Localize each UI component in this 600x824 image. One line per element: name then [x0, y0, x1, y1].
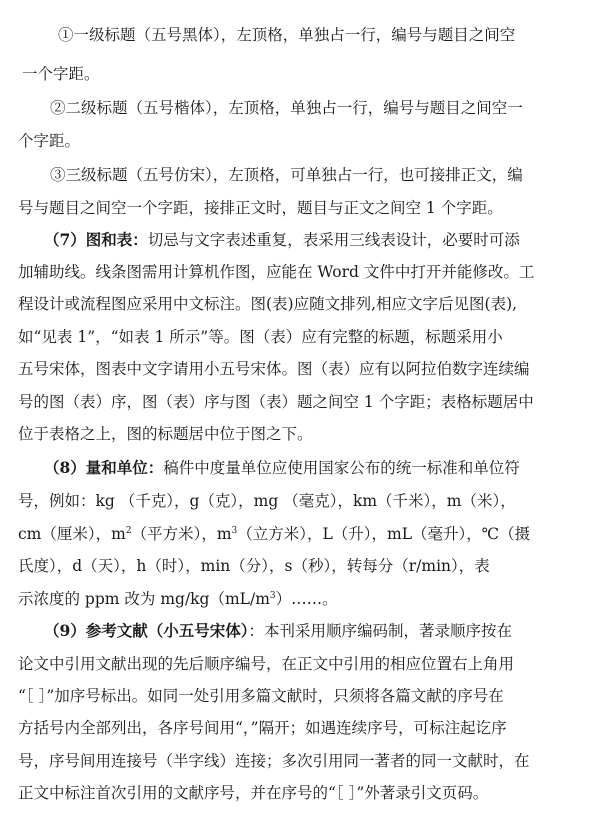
- superscript-3: 3: [231, 526, 238, 536]
- para6-line-5: 号，序号间用连接号（半字线）连接；多次引用同一著者的同一文献时，在: [18, 752, 530, 770]
- para3-line-1: ③三级标题（五号仿宋），左顶格，可单独占一行，也可接排正文，编: [50, 166, 523, 184]
- para2-line-2: 个字距。: [18, 132, 81, 150]
- para4-line-4: 如“见表 1”，“如表 1 所示”等。图（表）应有完整的标题，标题采用小: [18, 328, 503, 346]
- para6-line-3: “［ ］”加序号标出。如同一处引用多篇文献时，只须将各篇文献的序号在: [18, 687, 504, 705]
- para6-line-1: [0, 616, 600, 646]
- para5-line-3: [0, 519, 600, 549]
- para4-line-3: 程设计或流程图应采用中文标注。图(表)应随文排列,相应文字后见图(表),: [18, 295, 518, 313]
- para6-heading: （9）参考文献（小五号宋体）: [44, 621, 249, 640]
- para2-line-1: ②二级标题（五号楷体），左顶格，单独占一行，编号与题目之间空一: [50, 99, 523, 117]
- para5-line-4: 氏度），d（天），h（时），min（分），s（秒），转每分（r/min），表: [18, 557, 490, 575]
- para6-line-4: 方括号内全部列出，各序号间用“，”隔开；如遇连续序号，可标注起讫序: [18, 719, 507, 737]
- para5-line-3-b: （平方米），m: [131, 525, 232, 543]
- para4-line-1: [0, 225, 600, 255]
- para4-line-2: 加辅助线。线条图需用计算机作图，应能在 Word 文件中打开并能修改。工: [18, 263, 535, 281]
- para6-line-1-text: ：本刊采用顺序编码制，著录顺序按在: [248, 622, 513, 640]
- para5-line-5-a: 示浓度的 ppm 改为 mg/kg（mL/m: [18, 590, 270, 608]
- para5-line-2: 号，例如：kg （千克），g（克），mg （毫克），km（千米），m（米），: [18, 492, 516, 510]
- para4-heading: （7）图和表：: [44, 230, 148, 249]
- para6-line-2: 论文中引用文献出现的先后顺序编号，在正文中引用的相应位置右上角用: [18, 655, 515, 673]
- para1-line-2: 一个字距。: [22, 65, 100, 83]
- para4-line-1-text: 切忌与文字表述重复，表采用三线表设计，必要时可添: [147, 231, 520, 249]
- para5-line-1-text: 稿件中度量单位应使用国家公布的统一标准和单位符: [163, 459, 520, 477]
- para4-line-7: 位于表格之上，图的标题居中位于图之下。: [18, 425, 313, 443]
- para5-line-5: [0, 584, 600, 614]
- para4-line-6: 号的图（表）序，图（表）序与图（表）题之间空 1 个字距；表格标题居中: [18, 393, 534, 411]
- para4-line-5: 五号宋体，图表中文字请用小五号宋体。图（表）应有以阿拉伯数字连续编: [18, 360, 530, 378]
- para5-line-5-b: ）……。: [275, 590, 338, 608]
- para6-line-6: 正文中标注首次引用的文献序号，并在序号的“［ ］”外著录引文页码。: [18, 784, 489, 802]
- para5-heading: （8）量和单位：: [44, 458, 164, 477]
- para1-line-1: ①一级标题（五号黑体），左顶格，单独占一行，编号与题目之间空: [58, 26, 516, 44]
- superscript-2: 2: [125, 526, 132, 536]
- superscript-3b: 3: [269, 591, 276, 601]
- para5-line-3-a: cm（厘米），m: [18, 525, 126, 543]
- para5-line-3-c: （立方米），L（升），mL（毫升），℃（摄: [237, 525, 531, 543]
- para5-line-1: [0, 453, 600, 483]
- para3-line-2: 号与题目之间空一个字距，接排正文时，题目与正文之间空 1 个字距。: [18, 199, 503, 217]
